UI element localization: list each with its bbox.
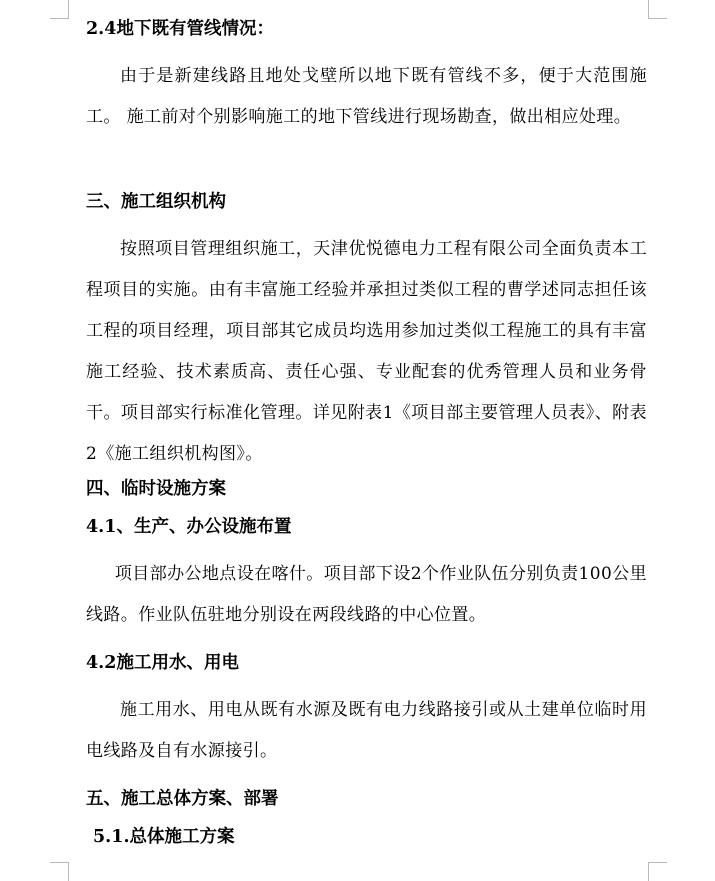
paragraph-construction-organization: 按照项目管理组织施工，天津优悦德电力工程有限公司全面负责本工程项目的实施。由有丰富施工经验并承担过类似工程的曹学述同志担任该工程的项目经理，项目部其它成员均选用参加过类似工程施工的具有丰富施工经验、技术素质高、责任心强、专业配套的优秀管理人员和业务骨干。项目部实行标准化管理。详见附表1《项目部主要管理人员表》、附表2《施工组织机构图》。: [86, 239, 647, 464]
crop-mark-top-left: [50, 0, 69, 19]
heading-overall-construction-plan: 5.1.总体施工方案: [93, 827, 235, 847]
heading-production-office-layout: 4.1、生产、办公设施布置: [86, 517, 292, 537]
heading-underground-pipelines: 2.4地下既有管线情况：: [86, 19, 274, 39]
heading-temporary-facilities: 四、临时设施方案: [86, 479, 226, 499]
crop-mark-bottom-left: [50, 862, 69, 881]
paragraph-production-office-layout: 项目部办公地点设在喀什。项目部下设2个作业队伍分别负责100公里线路。作业队伍驻地分别设在两段线路的中心位置。: [86, 564, 647, 625]
heading-water-electricity: 4.2施工用水、用电: [86, 653, 239, 673]
paragraph-water-electricity: 施工用水、用电从既有水源及既有电力线路接引或从土建单位临时用电线路及自有水源接引。: [86, 700, 647, 761]
crop-mark-top-right: [648, 0, 667, 19]
crop-mark-bottom-right: [648, 862, 667, 881]
paragraph-underground-pipelines: 由于是新建线路且地处戈壁所以地下既有管线不多，便于大范围施工。 施工前对个别影响施工的地下管线进行现场勘查，做出相应处理。: [86, 66, 647, 127]
heading-overall-plan: 五、施工总体方案、部署: [86, 789, 279, 809]
heading-construction-organization: 三、施工组织机构: [86, 192, 226, 212]
